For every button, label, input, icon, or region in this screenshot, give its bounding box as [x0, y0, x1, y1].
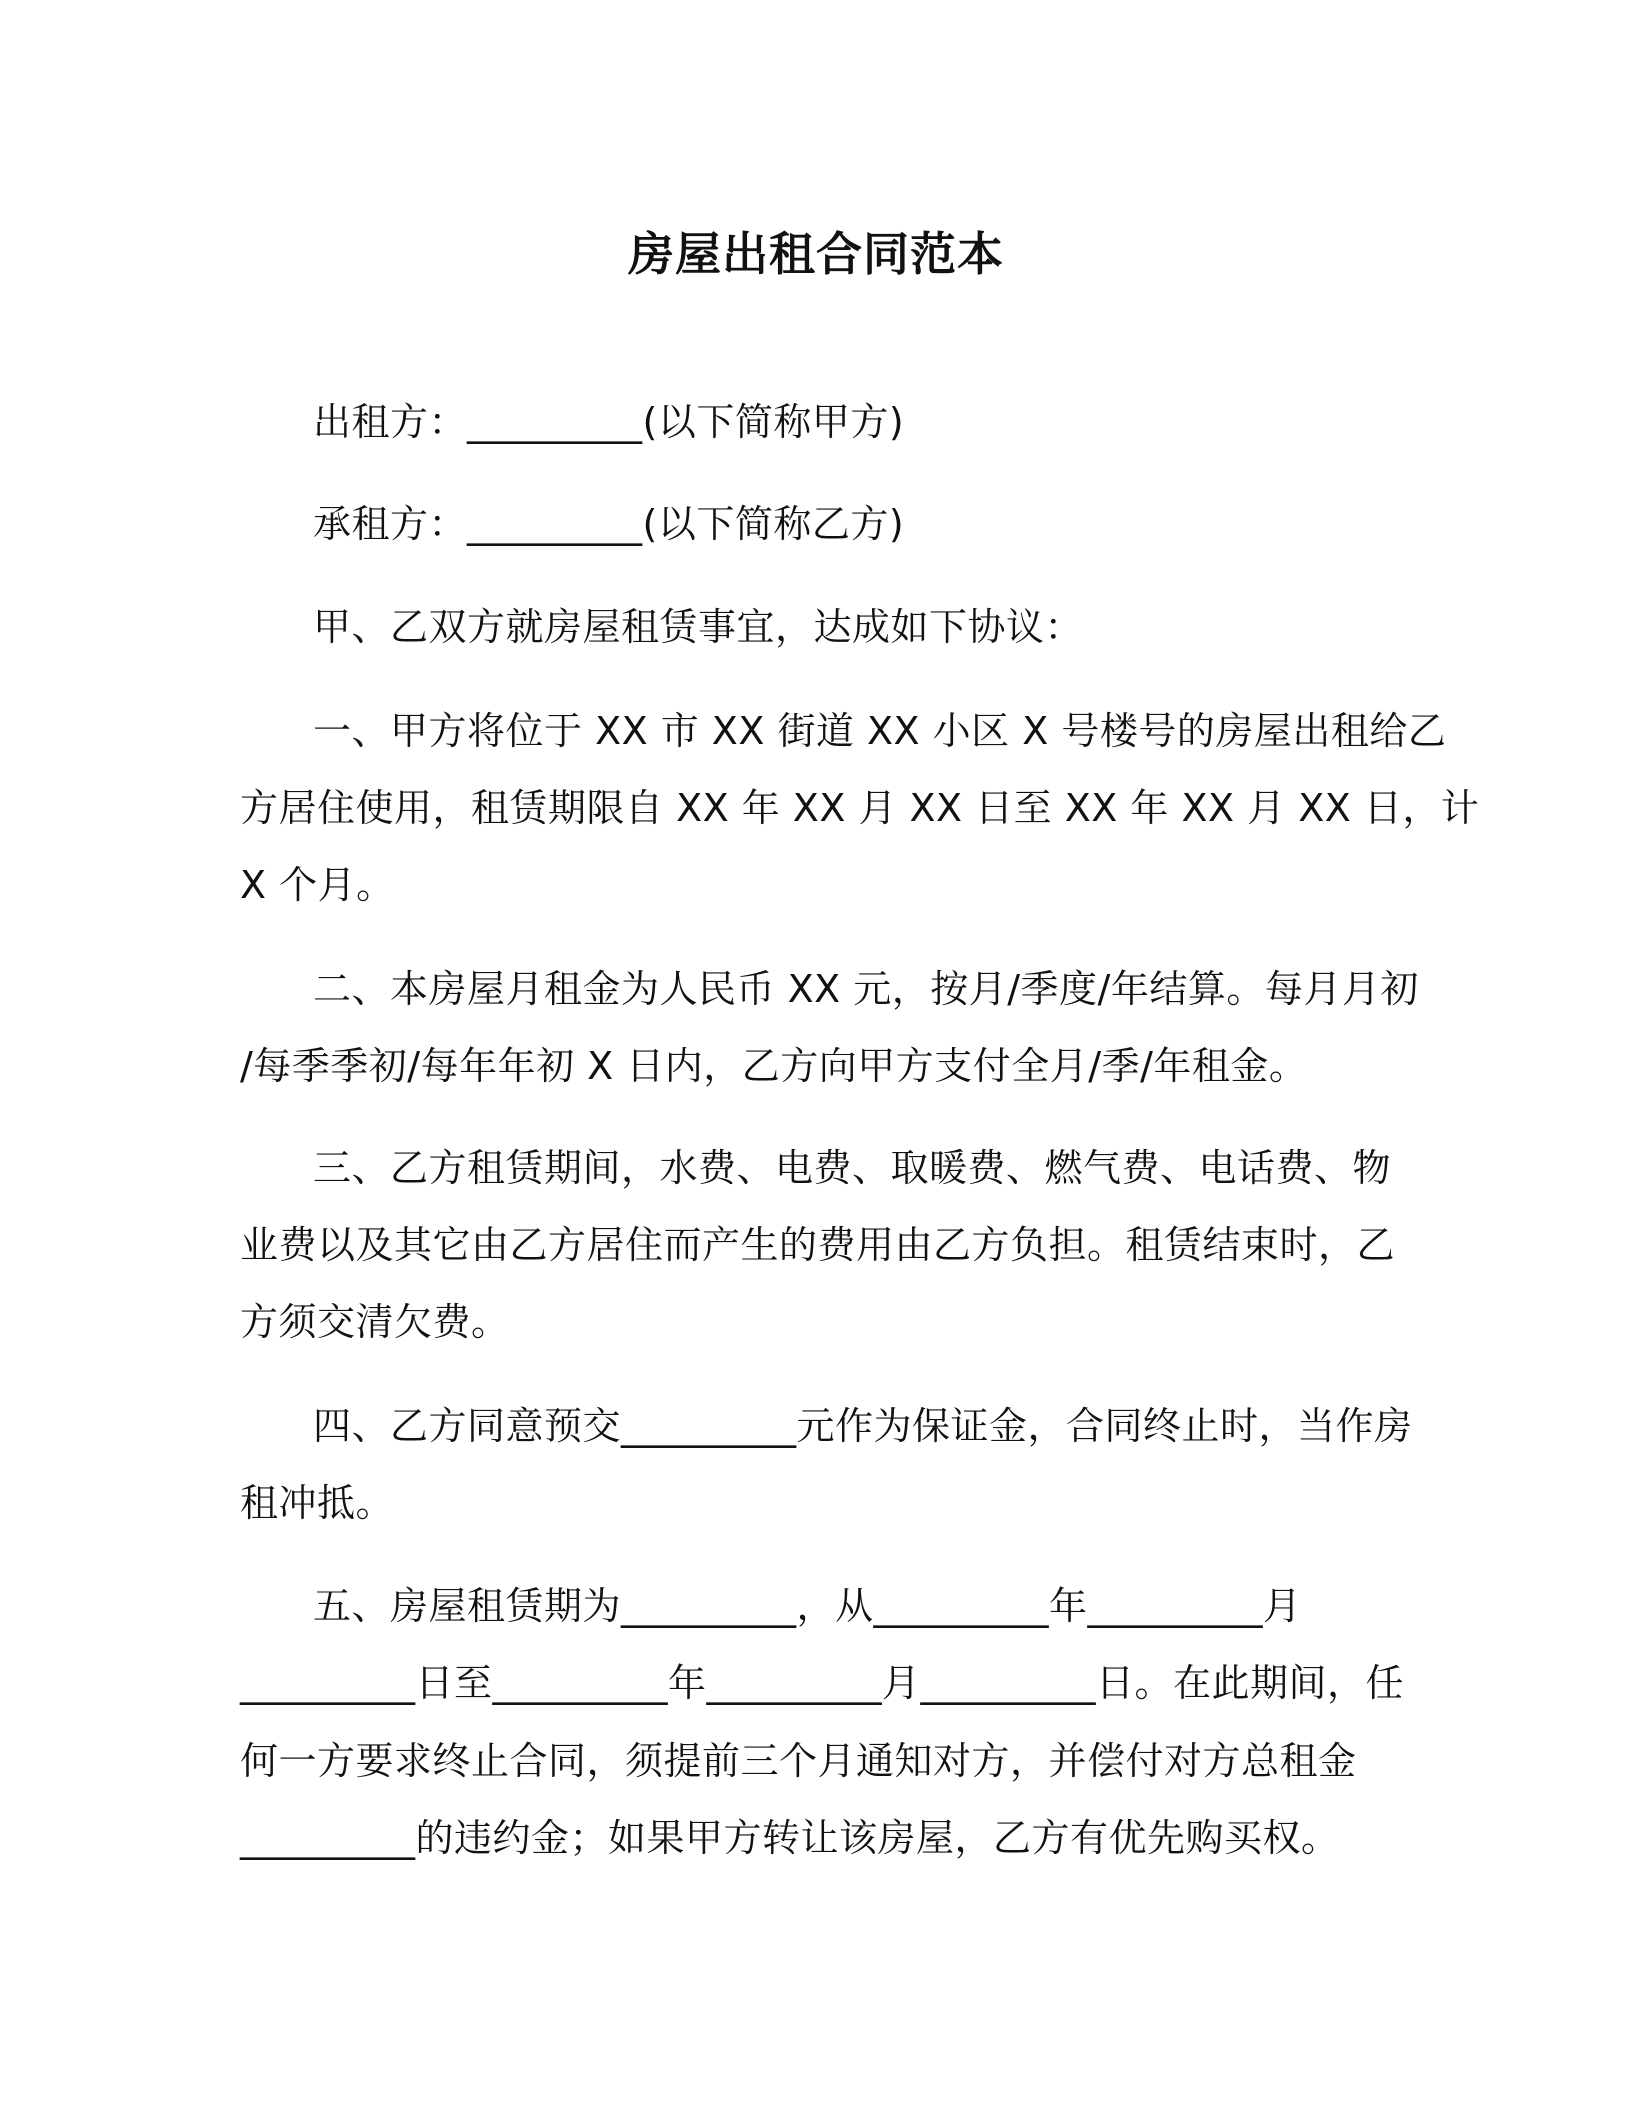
- clause-5-line-1: 五、房屋租赁期为_________，从_________年_________月: [313, 1584, 1302, 1628]
- clause-5-line-2: _________日至_________年_________月_________日。在此期间，任: [240, 1661, 1405, 1705]
- agreement-intro: 甲、乙双方就房屋租赁事宜，达成如下协议：: [313, 605, 1084, 649]
- lessor-line: 出租方：_________(以下简称甲方): [313, 400, 905, 444]
- document-title: 房屋出租合同范本: [628, 227, 1004, 281]
- clause-1-line-3: X 个月。: [240, 863, 395, 907]
- clause-3-line-1: 三、乙方租赁期间，水费、电费、取暖费、燃气费、电话费、物: [313, 1146, 1392, 1190]
- clause-4-line-2: 租冲抵。: [240, 1481, 395, 1525]
- clause-1-line-2: 方居住使用，租赁期限自 XX 年 XX 月 XX 日至 XX 年 XX 月 XX 日，计: [240, 786, 1480, 830]
- clause-2-line-1: 二、本房屋月租金为人民币 XX 元，按月/季度/年结算。每月月初: [313, 967, 1419, 1011]
- clause-1-line-1: 一、甲方将位于 XX 市 XX 街道 XX 小区 X 号楼号的房屋出租给乙: [313, 709, 1447, 753]
- clause-3-line-3: 方须交清欠费。: [240, 1300, 510, 1344]
- clause-3-line-2: 业费以及其它由乙方居住而产生的费用由乙方负担。租赁结束时，乙: [240, 1223, 1396, 1267]
- lessee-line: 承租方：_________(以下简称乙方): [313, 502, 905, 546]
- clause-2-line-2: /每季季初/每年年初 X 日内，乙方向甲方支付全月/季/年租金。: [240, 1044, 1308, 1088]
- clause-5-line-4: _________的违约金；如果甲方转让该房屋，乙方有优先购买权。: [240, 1816, 1340, 1860]
- clause-4-line-1: 四、乙方同意预交_________元作为保证金，合同终止时，当作房: [313, 1404, 1413, 1448]
- clause-5-line-3: 何一方要求终止合同，须提前三个月通知对方，并偿付对方总租金: [240, 1739, 1357, 1783]
